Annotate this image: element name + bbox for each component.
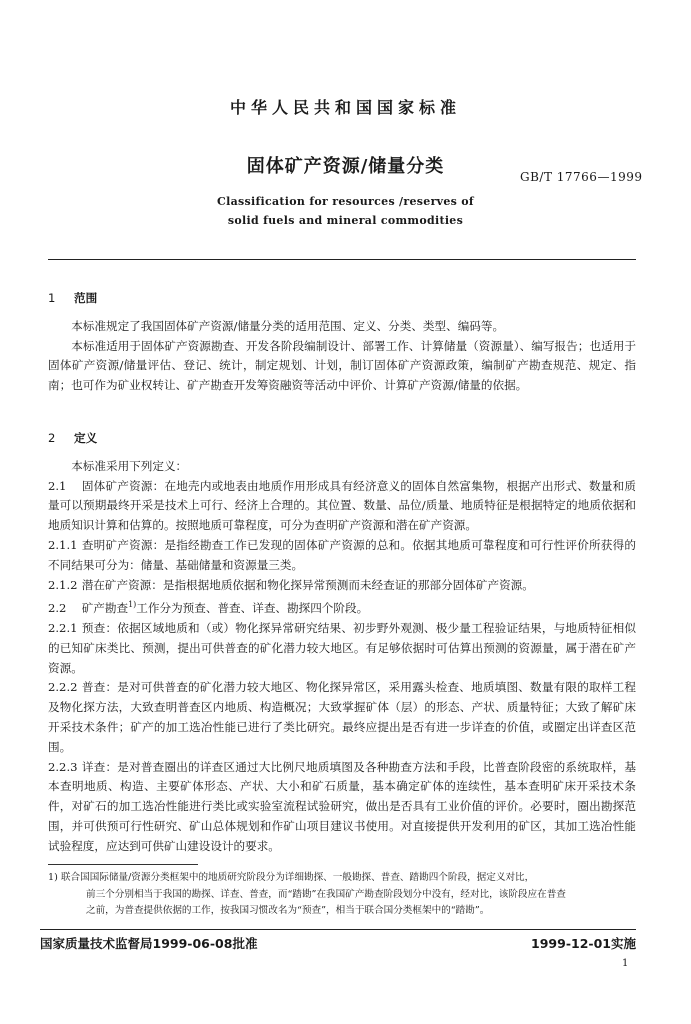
- section-title: 范围: [74, 291, 98, 305]
- section-scope: [48, 289, 636, 396]
- clause-2-2: [48, 595, 636, 619]
- footnote: [48, 870, 636, 920]
- clause-text: 查明矿产资源：是指经勘查工作已发现的固体矿产资源的总和。依据其地质可靠程度和可行性评价所获得的不同结果可分为：储量、基础储量和资源量三类。: [48, 537, 636, 572]
- clause-number: 2.1.2: [48, 577, 78, 592]
- clause-text: 详查：是对普查圈出的详查区通过大比例尺地质填图及各种勘查方法和手段，比普查阶段密的系统取样，基本查明地质、构造、主要矿体形态、产状、大小和矿石质量，基本确定矿体的连续性，基本查明矿床开采技术条件，对矿石的加工选冶性能进行类比或实验室流程试验研究，做出是否具有工业价值的评价。必要时，圈出勘探范围，并可供预可行性研究、矿山总体规划和作矿山项目建议书使用。对直接提供开发利用的矿区，其加工选冶性能试验程度，应达到可供矿山建设设计的要求。: [48, 759, 636, 853]
- footnote-divider: [48, 864, 198, 865]
- footnote-line: 之前，为普查提供依据的工作，按我国习惯改名为“预查”，相当于联合国分类框架中的“踏勘”。: [86, 905, 490, 916]
- clause-2-1: [48, 477, 636, 536]
- section-number: 2: [48, 431, 56, 445]
- clause-number: 2.1: [48, 478, 67, 493]
- clause-2-2-1: [48, 619, 636, 678]
- paragraph: 本标准规定了我国固体矿产资源/储量分类的适用范围、定义、分类、类型、编码等。: [71, 318, 505, 333]
- section-number: 1: [48, 291, 56, 305]
- clause-text: 固体矿产资源：在地壳内或地表由地质作用形成具有经济意义的固体自然富集物，根据产出形式、数量和质量可以预期最终开采是技术上可行、经济上合理的。其位置、数量、品位/质量、地质特征是根据特定的地质依据和地质知识计算和估算的。按照地质可靠程度，可分为查明矿产资源和潜在矿产资源。: [48, 478, 636, 533]
- section-definitions: [48, 429, 636, 857]
- section-heading: [48, 289, 636, 309]
- clause-2-1-1: [48, 536, 636, 576]
- footnote-line: 前三个分别相当于我国的勘探、详查、普查，而“踏勘”在我国矿产勘查阶段划分中没有，经对比，该阶段应在普查: [86, 888, 566, 900]
- page-number: 1: [622, 958, 629, 969]
- document-title: 固体矿产资源/储量分类: [246, 156, 445, 177]
- clause-number: 2.2.3: [48, 759, 78, 774]
- clause-number: 2.2: [48, 601, 67, 616]
- clause-2-1-2: [48, 576, 636, 596]
- clause-number: 2.1.1: [48, 537, 78, 552]
- paragraph: 本标准适用于固体矿产资源勘查、开发各阶段编制设计、部署工作、计算储量（资源量）、编写报告；也适用于固体矿产资源/储量评估、登记、统计，制定规划、计划，制订固体矿产资源政策，编制矿产勘查规范、规定、指南；也可作为矿业权转让、矿产勘查开发筹资融资等活动中评价、计算矿产资源/储量的依据。: [48, 338, 636, 393]
- clause-text: 工作分为预查、普查、详查、勘探四个阶段。: [136, 601, 369, 616]
- section-title: 定义: [74, 431, 98, 445]
- paragraph: 本标准采用下列定义：: [71, 458, 188, 473]
- clause-number: 2.2.1: [48, 621, 78, 636]
- footer-divider: [40, 929, 636, 930]
- clause-2-2-2: [48, 678, 636, 757]
- footnote-ref[interactable]: 1): [128, 600, 137, 610]
- standard-title: 中华人民共和国国家标准: [229, 98, 461, 117]
- clause-text: 潜在矿产资源：是指根据地质依据和物化探异常预测而未经查证的那部分固体矿产资源。: [81, 577, 534, 592]
- english-title-line2: solid fuels and mineral commodities: [227, 214, 464, 227]
- english-title-line1: Classification for resources /reserves of: [217, 195, 474, 208]
- clause-number: 2.2.2: [48, 680, 78, 695]
- english-title: [0, 192, 691, 230]
- document-number: GB/T 17766—1999: [520, 170, 643, 184]
- footnote-line: 1) 联合国国际储量/资源分类框架中的地质研究阶段分为详细勘探、一般勘探、普查、踏勘四个阶段，据定义对比，: [48, 872, 535, 883]
- implementation-date: 1999-12-01实施: [531, 936, 636, 951]
- clause-text: 预查：依据区域地质和（或）物化探异常研究结果、初步野外观测、极少量工程验证结果，与地质特征相似的已知矿床类比、预测，提出可供普查的矿化潜力较大地区。有足够依据时可估算出预测的资源量，属于潜在矿产资源。: [48, 621, 636, 675]
- footnote-marker: 1): [48, 872, 58, 883]
- approval-statement: 国家质量技术监督局1999-06-08批准: [40, 936, 258, 951]
- section-heading: [48, 429, 636, 449]
- clause-2-2-3: [48, 758, 636, 857]
- header-divider: [48, 259, 636, 260]
- clause-text: 矿产勘查: [81, 601, 129, 616]
- clause-text: 普查：是对可供普查的矿化潜力较大地区、物化探异常区，采用露头检查、地质填图、数量有限的取样工程及物化探方法，大致查明普查区内地质、构造概况；大致掌握矿体（层）的形态、产状、质量特征；大致了解矿床开采技术条件；矿产的加工选冶性能已进行了类比研究。最终应提出是否有进一步详查的价值，或圈定出详查区范围。: [48, 680, 636, 754]
